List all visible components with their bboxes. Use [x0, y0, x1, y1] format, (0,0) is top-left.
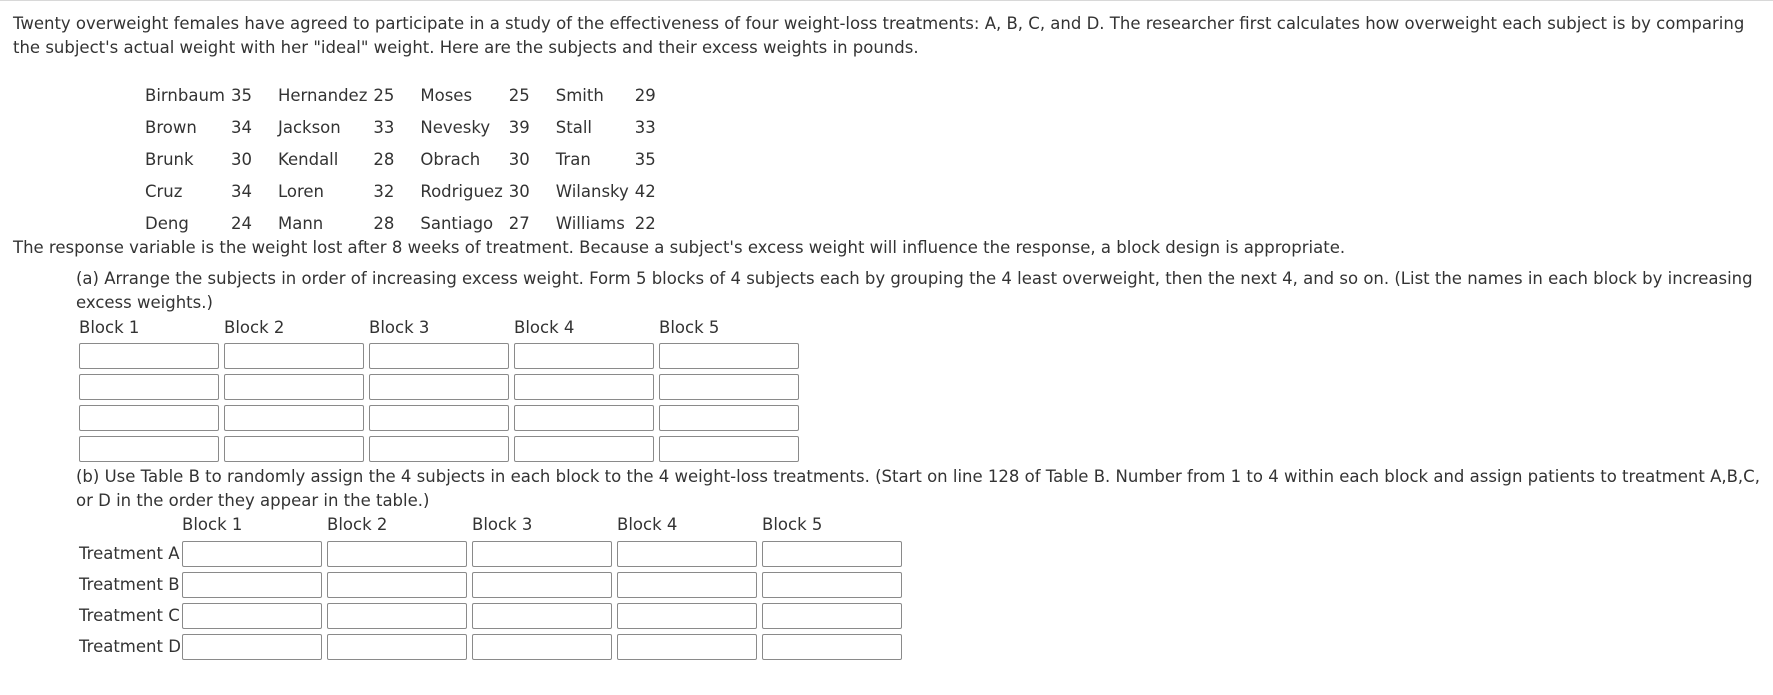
subject-row	[145, 175, 682, 207]
subject-name: Deng	[145, 213, 189, 233]
subject-row	[145, 207, 682, 239]
intro-paragraph: Twenty overweight females have agreed to participate in a study of the effectiveness of four weight-loss treatments: A, B, C, and D. The researcher first calculates how overweight each subject is by comparing the subject's actual weight with her "ideal" weight. Here are the subjects and their excess weights in pounds.	[13, 14, 1745, 57]
part-b-treatment-b-block-1-input[interactable]	[182, 572, 322, 598]
subject-name: Moses	[420, 85, 473, 105]
part-b-header-block-5: Block 5	[762, 515, 823, 534]
part-a-block-4-subject-3-input[interactable]	[514, 405, 654, 431]
part-b-treatment-d-block-1-input[interactable]	[182, 634, 322, 660]
subject-excess-weight: 34	[230, 117, 252, 137]
subject-name: Kendall	[277, 149, 339, 169]
subject-name: Jackson	[277, 117, 341, 137]
part-a-block-1-subject-4-input[interactable]	[79, 436, 219, 462]
part-b-treatment-a-block-4-input[interactable]	[617, 541, 757, 567]
part-b-treatment-c-block-4-input[interactable]	[617, 603, 757, 629]
subject-name: Birnbaum	[145, 85, 225, 105]
part-b-treatment-d-block-4-input[interactable]	[617, 634, 757, 660]
subject-name: Mann	[277, 213, 324, 233]
part-a-block-5-subject-3-input[interactable]	[659, 405, 799, 431]
subject-row	[145, 79, 682, 111]
part-a-block-5-subject-1-input[interactable]	[659, 343, 799, 369]
part-b-treatment-c-block-5-input[interactable]	[762, 603, 902, 629]
part-a-block-2-subject-4-input[interactable]	[224, 436, 364, 462]
treatment-label: Treatment B	[79, 575, 180, 594]
part-a-header-block-5: Block 5	[659, 318, 720, 337]
subject-excess-weight: 30	[508, 149, 530, 169]
treatment-label: Treatment D	[79, 637, 181, 656]
subject-excess-weight: 33	[373, 117, 395, 137]
subject-excess-weight: 35	[230, 85, 252, 105]
part-a-block-5-subject-4-input[interactable]	[659, 436, 799, 462]
part-b-treatment-d-block-2-input[interactable]	[327, 634, 467, 660]
subject-name: Williams	[555, 213, 625, 233]
part-b-treatment-a-block-5-input[interactable]	[762, 541, 902, 567]
part-b-treatment-b-block-5-input[interactable]	[762, 572, 902, 598]
subject-excess-weight: 24	[230, 213, 252, 233]
subject-excess-weight: 32	[373, 181, 395, 201]
part-a-block-3-subject-1-input[interactable]	[369, 343, 509, 369]
part-a-block-2-subject-1-input[interactable]	[224, 343, 364, 369]
subjects-table	[145, 79, 682, 239]
subject-excess-weight: 39	[508, 117, 530, 137]
subject-excess-weight: 33	[634, 117, 656, 137]
part-b-header-block-2: Block 2	[327, 515, 388, 534]
subject-name: Cruz	[145, 181, 183, 201]
part-a-block-3-subject-4-input[interactable]	[369, 436, 509, 462]
subject-excess-weight: 28	[373, 149, 395, 169]
subject-excess-weight: 42	[634, 181, 656, 201]
subject-name: Stall	[555, 117, 592, 137]
part-a-block-3-subject-3-input[interactable]	[369, 405, 509, 431]
treatment-label: Treatment C	[79, 606, 180, 625]
part-b-treatment-c-block-1-input[interactable]	[182, 603, 322, 629]
subject-excess-weight: 35	[634, 149, 656, 169]
part-a-block-2-subject-2-input[interactable]	[224, 374, 364, 400]
subject-name: Brunk	[145, 149, 194, 169]
part-a-header-block-4: Block 4	[514, 318, 575, 337]
subject-row	[145, 143, 682, 175]
subject-excess-weight: 34	[230, 181, 252, 201]
part-b-treatment-c-block-3-input[interactable]	[472, 603, 612, 629]
part-a-block-1-subject-2-input[interactable]	[79, 374, 219, 400]
subject-name: Tran	[555, 149, 591, 169]
part-b-treatment-d-block-3-input[interactable]	[472, 634, 612, 660]
part-a-block-4-subject-1-input[interactable]	[514, 343, 654, 369]
part-a-block-5-subject-2-input[interactable]	[659, 374, 799, 400]
part-a-header-block-3: Block 3	[369, 318, 430, 337]
subject-row	[145, 111, 682, 143]
part-a-block-1-subject-1-input[interactable]	[79, 343, 219, 369]
part-b-treatment-d-block-5-input[interactable]	[762, 634, 902, 660]
treatment-label: Treatment A	[79, 544, 180, 563]
part-b-header-block-3: Block 3	[472, 515, 533, 534]
part-a-instructions: (a) Arrange the subjects in order of increasing excess weight. Form 5 blocks of 4 subjects each by grouping the 4 least overweight, then the next 4, and so on. (List the names in each block by increasing excess weights.)	[76, 269, 1753, 312]
part-a-block-3-subject-2-input[interactable]	[369, 374, 509, 400]
part-b-instructions: (b) Use Table B to randomly assign the 4 subjects in each block to the 4 weight-loss treatments. (Start on line 128 of Table B. Number from 1 to 4 within each block and assign patients to treatment A,B,C, or D in the order they appear in the table.)	[76, 467, 1760, 510]
subject-name: Smith	[555, 85, 604, 105]
subject-excess-weight: 30	[230, 149, 252, 169]
part-b-treatment-b-block-4-input[interactable]	[617, 572, 757, 598]
part-b-treatment-a-block-1-input[interactable]	[182, 541, 322, 567]
part-b-treatment-b-block-3-input[interactable]	[472, 572, 612, 598]
part-b-treatment-b-block-2-input[interactable]	[327, 572, 467, 598]
part-a-block-4-subject-4-input[interactable]	[514, 436, 654, 462]
subject-name: Nevesky	[420, 117, 491, 137]
subject-excess-weight: 30	[508, 181, 530, 201]
part-b-treatment-c-block-2-input[interactable]	[327, 603, 467, 629]
part-a-header-block-1: Block 1	[79, 318, 140, 337]
subject-name: Wilansky	[555, 181, 629, 201]
part-a-block-4-subject-2-input[interactable]	[514, 374, 654, 400]
subject-excess-weight: 22	[634, 213, 656, 233]
subject-excess-weight: 25	[373, 85, 395, 105]
part-b-treatment-a-block-2-input[interactable]	[327, 541, 467, 567]
subject-name: Hernandez	[277, 85, 368, 105]
subject-excess-weight: 25	[508, 85, 530, 105]
response-paragraph: The response variable is the weight lost after 8 weeks of treatment. Because a subject's excess weight will influence the response, a block design is appropriate.	[13, 238, 1346, 257]
part-a-block-1-subject-3-input[interactable]	[79, 405, 219, 431]
top-divider	[0, 0, 1773, 5]
subject-name: Obrach	[420, 149, 481, 169]
part-b-header-block-1: Block 1	[182, 515, 243, 534]
part-b-treatment-a-block-3-input[interactable]	[472, 541, 612, 567]
subject-excess-weight: 29	[634, 85, 656, 105]
subject-excess-weight: 27	[508, 213, 530, 233]
part-b-header-block-4: Block 4	[617, 515, 678, 534]
subject-name: Santiago	[420, 213, 494, 233]
subject-name: Loren	[277, 181, 325, 201]
subject-name: Brown	[145, 117, 197, 137]
part-a-block-2-subject-3-input[interactable]	[224, 405, 364, 431]
subject-name: Rodriguez	[420, 181, 503, 201]
part-a-header-block-2: Block 2	[224, 318, 285, 337]
subject-excess-weight: 28	[373, 213, 395, 233]
